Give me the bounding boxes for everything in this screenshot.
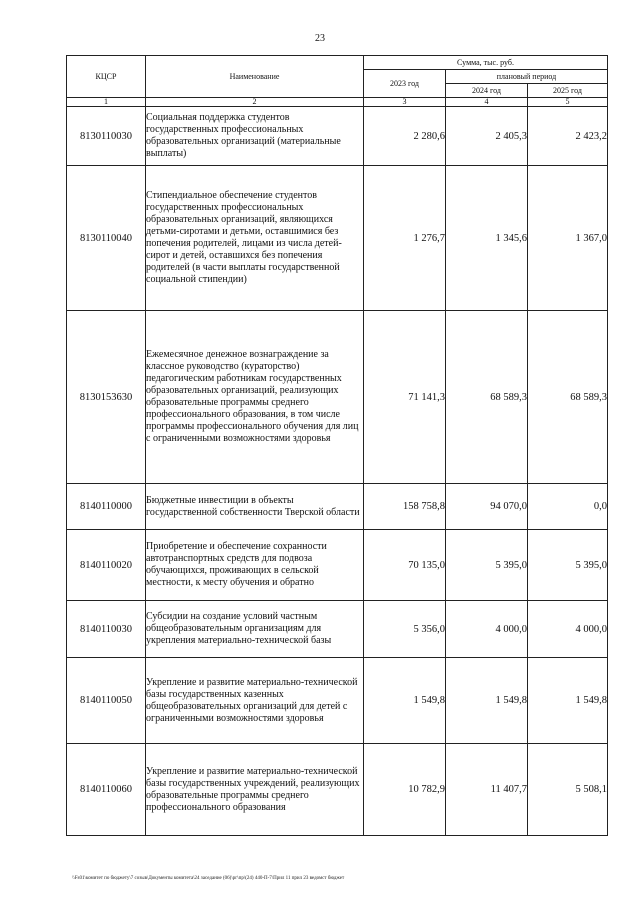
row-name: Приобретение и обеспечение сохранности автотранспортных средств для подвоза обучающихся, проживающих в сельской местности, к месту обучения и обратно	[146, 530, 364, 601]
row-code: 8140110020	[67, 530, 146, 601]
row-code: 8140110050	[67, 658, 146, 744]
row-value-2023: 158 758,8	[364, 484, 446, 530]
row-value-2024: 2 405,3	[446, 107, 528, 166]
row-code: 8140110060	[67, 744, 146, 836]
column-number: 4	[446, 98, 528, 107]
row-value-2023: 1 549,8	[364, 658, 446, 744]
row-code: 8130110030	[67, 107, 146, 166]
table-row	[67, 658, 608, 744]
row-name: Стипендиальное обеспечение студентов государственных профессиональных образовательных организаций, являющихся детьми-сиротами и детьми, оставшимися без попечения родителей, лицами из числа детей-сирот и детей, оставшихся без попечения родителей (в части выплаты государственной социальной стипендии)	[146, 166, 364, 311]
row-value-2025: 5 508,1	[528, 744, 608, 836]
row-value-2024: 11 407,7	[446, 744, 528, 836]
row-value-2023: 5 356,0	[364, 601, 446, 658]
table-row	[67, 530, 608, 601]
table-row	[67, 484, 608, 530]
row-value-2024: 4 000,0	[446, 601, 528, 658]
table-row	[67, 311, 608, 484]
table-row	[67, 601, 608, 658]
row-value-2025: 1 367,0	[528, 166, 608, 311]
row-value-2024: 1 549,8	[446, 658, 528, 744]
row-value-2023: 10 782,9	[364, 744, 446, 836]
column-number: 5	[528, 98, 608, 107]
row-value-2025: 2 423,2	[528, 107, 608, 166]
row-value-2024: 5 395,0	[446, 530, 528, 601]
row-code: 8130110040	[67, 166, 146, 311]
row-value-2025: 1 549,8	[528, 658, 608, 744]
row-name: Бюджетные инвестиции в объекты государственной собственности Тверской области	[146, 484, 364, 530]
row-value-2025: 5 395,0	[528, 530, 608, 601]
row-value-2025: 4 000,0	[528, 601, 608, 658]
row-name: Укрепление и развитие материально-технической базы государственных учреждений, реализующих образовательные программы среднего профессионального образования	[146, 744, 364, 836]
row-name: Укрепление и развитие материально-технической базы государственных казенных общеобразовательных организаций для детей с ограниченными возможностями здоровья	[146, 658, 364, 744]
header-year-2023: 2023 год	[364, 70, 446, 98]
table-row	[67, 107, 608, 166]
column-number: 3	[364, 98, 446, 107]
footer-file-path: \\Fs01\комитет по бюджету\7 созыв\Документы комитета\24 заседание (06)\рг\пр\(24) 440-П-7\Прил 11 прил 23 ведомст бюджет	[72, 876, 345, 881]
header-name: Наименование	[146, 56, 364, 98]
row-value-2025: 68 589,3	[528, 311, 608, 484]
column-number: 1	[67, 98, 146, 107]
row-name: Субсидии на создание условий частным общеобразовательным организациям для укрепления материально-технической базы	[146, 601, 364, 658]
table-row	[67, 166, 608, 311]
header-code: КЦСР	[67, 56, 146, 98]
row-value-2023: 2 280,6	[364, 107, 446, 166]
row-code: 8140110000	[67, 484, 146, 530]
row-name: Социальная поддержка студентов государственных профессиональных образовательных организаций (материальные выплаты)	[146, 107, 364, 166]
row-value-2024: 68 589,3	[446, 311, 528, 484]
header-year-2025: 2025 год	[528, 84, 608, 98]
row-value-2025: 0,0	[528, 484, 608, 530]
row-value-2023: 1 276,7	[364, 166, 446, 311]
header-year-2024: 2024 год	[446, 84, 528, 98]
row-value-2024: 1 345,6	[446, 166, 528, 311]
row-value-2023: 71 141,3	[364, 311, 446, 484]
row-value-2023: 70 135,0	[364, 530, 446, 601]
column-number-row	[67, 98, 608, 107]
row-value-2024: 94 070,0	[446, 484, 528, 530]
page-number: 23	[315, 33, 325, 44]
row-code: 8130153630	[67, 311, 146, 484]
budget-table	[66, 55, 608, 836]
header-amount: Сумма, тыс. руб.	[364, 56, 608, 70]
column-number: 2	[146, 98, 364, 107]
header-planned-period: плановый период	[446, 70, 608, 84]
table-row	[67, 744, 608, 836]
row-code: 8140110030	[67, 601, 146, 658]
row-name: Ежемесячное денежное вознаграждение за классное руководство (кураторство) педагогическим работникам государственных образовательных организаций, реализующих образовательные программы среднего профессионального образования, в том числе программы профессионального обучения для лиц с ограниченными возможностями здоровья	[146, 311, 364, 484]
